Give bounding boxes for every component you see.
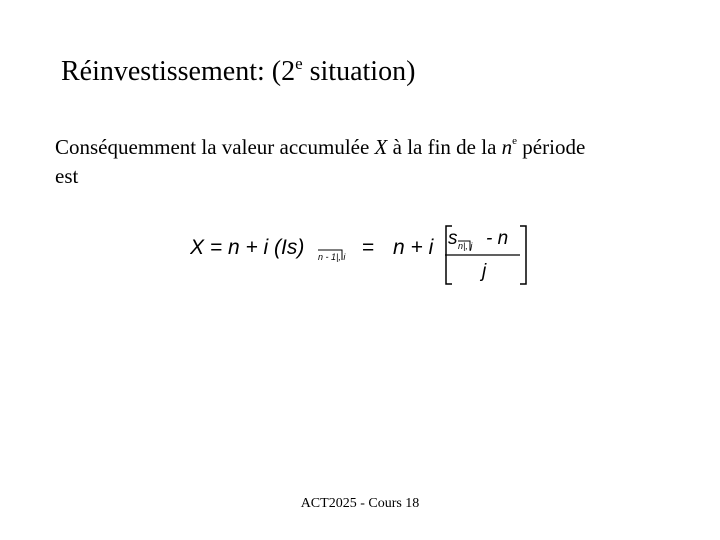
variable-n: n (501, 135, 513, 159)
body-text-part1: Conséquemment la valeur accumulée (55, 135, 375, 159)
formula-rhs-prefix: n + i (393, 236, 434, 259)
title-text-start: Réinvestissement: (2 (61, 56, 296, 87)
slide-footer: ACT2025 - Cours 18 (300, 496, 420, 511)
formula-equals: = (362, 236, 375, 259)
body-superscript: e (512, 135, 518, 147)
accumulated-value-formula (190, 222, 535, 290)
formula-numerator-subscript: n|, j (458, 241, 473, 251)
title-superscript: e (295, 54, 303, 73)
formula-lhs: X = n + i (Is) (190, 236, 305, 259)
body-paragraph (55, 133, 695, 191)
formula-svg (190, 222, 535, 290)
body-text-line2: est (55, 164, 79, 188)
formula-numerator-s: s (448, 228, 458, 249)
formula-denominator: j (482, 261, 487, 282)
formula-lhs-subscript: n - 1|, i (318, 252, 346, 262)
body-text-part3: période (517, 135, 586, 159)
right-bracket (520, 226, 526, 284)
variable-x: X (374, 135, 388, 159)
slide-title (61, 54, 415, 90)
title-text-end: situation) (302, 56, 416, 87)
formula-numerator-rest: - n (486, 228, 509, 249)
body-text-part2: à la fin de la (387, 135, 502, 159)
